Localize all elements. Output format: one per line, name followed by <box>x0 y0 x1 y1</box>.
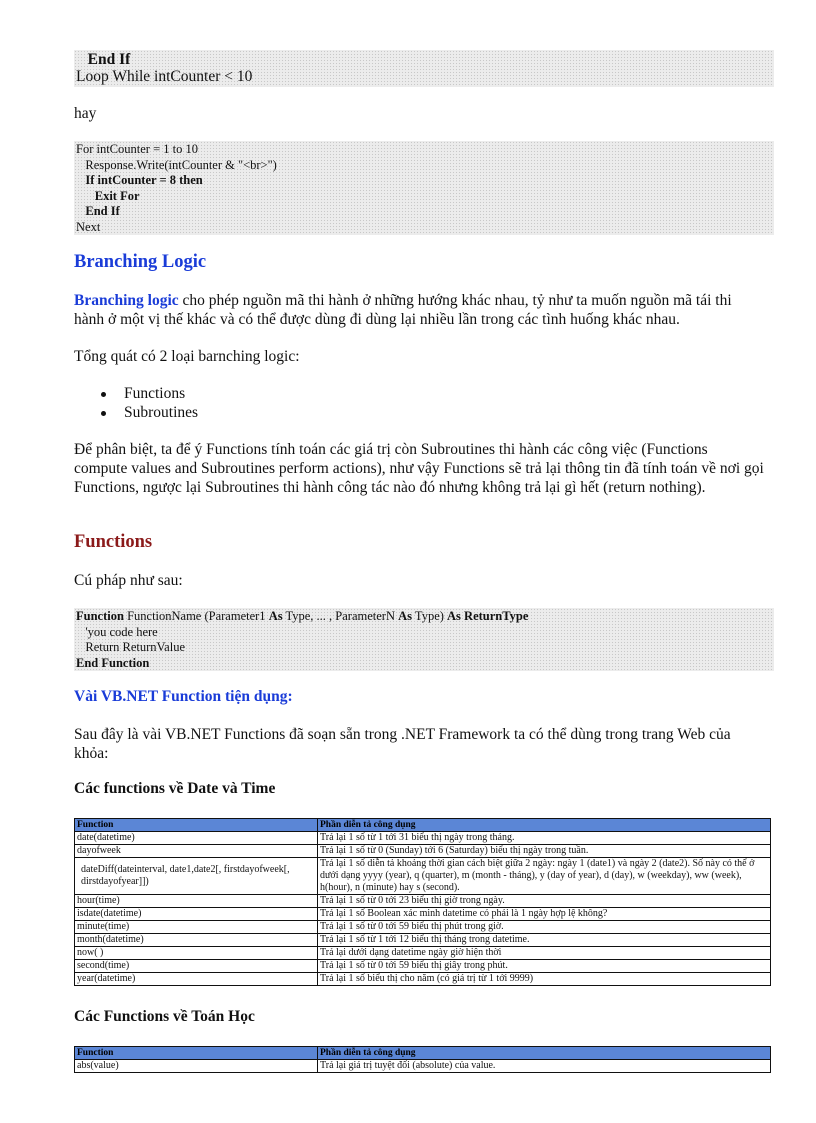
description-cell: Trả lại 1 số diễn tả khoảng thời gian cách biệt giữa 2 ngày: ngày 1 (date1) và ngày 2 (date2). Số này có thể ở dưới dạng yyyy (year), q (quarter), m (month - tháng), y (day of year), d (day), w (weekday), ww (week), h(hour), n (minute) hay s (second). <box>318 858 771 895</box>
table-row <box>75 845 771 858</box>
datetime-heading: Các functions về Date và Time <box>74 780 276 797</box>
table-row <box>75 947 771 960</box>
datetime-functions-table <box>74 818 771 986</box>
column-header-description: Phần diễn tả công dụng <box>318 1047 771 1060</box>
code-line: For intCounter = 1 to 10 <box>76 142 198 156</box>
math-heading: Các Functions về Toán Học <box>74 1008 255 1025</box>
code-line: Next <box>76 219 101 234</box>
function-cell: minute(time) <box>75 921 318 934</box>
description-cell: Trả lại 1 số từ 1 tới 31 biểu thị ngày trong tháng. <box>318 832 771 845</box>
description-cell: Trả lại 1 số biểu thị cho năm (có giá trị từ 1 tới 9999) <box>318 973 771 986</box>
function-cell: year(datetime) <box>75 973 318 986</box>
functions-vs-subroutines-paragraph: Để phân biệt, ta để ý Functions tính toán các giá trị còn Subroutines thi hành các công việc (Functions compute values and Subroutines perform actions), như vậy Functions sẽ trả lại thông tin đã tính toán về nơi gọi Functions, ngược lại Subroutines thi hành công tác nào đó nhưng không trả lại gì hết (return nothing). <box>74 441 764 496</box>
description-cell: Trả lại 1 số từ 0 tới 23 biểu thị giờ trong ngày. <box>318 895 771 908</box>
code-line: Return ReturnValue <box>76 640 186 654</box>
code-line: Exit For <box>76 188 140 203</box>
function-cell: now( ) <box>75 947 318 960</box>
description-cell: Trả lại 1 số từ 1 tới 12 biểu thị tháng trong datetime. <box>318 934 771 947</box>
syntax-intro: Cú pháp như sau: <box>74 572 183 589</box>
branching-paragraph-text: cho phép nguồn mã thi hành ở những hướng khác nhau, tỷ như ta muốn nguồn mã tái thi hành ở một vị thế khác và có thể được dùng đi dùng lại nhiều lần trong các tình huống khác nhau. <box>74 292 732 328</box>
branching-heading: Branching Logic <box>74 252 207 272</box>
table-header-row <box>75 1047 771 1060</box>
table-row <box>75 908 771 921</box>
code-line: Function FunctionName (Parameter1 As Type, ... , ParameterN As Type) As ReturnType <box>76 609 529 623</box>
branching-types-intro: Tổng quát có 2 loại barnching logic: <box>74 348 300 365</box>
hay-text: hay <box>74 105 97 122</box>
function-cell: month(datetime) <box>75 934 318 947</box>
functions-heading: Functions <box>74 532 153 552</box>
table-row <box>75 934 771 947</box>
code-line: Response.Write(intCounter & "<br>") <box>76 157 277 172</box>
list-item: Functions <box>74 384 198 403</box>
code-line: End If <box>76 204 120 218</box>
code-block-function-syntax <box>74 608 774 671</box>
table-row <box>75 960 771 973</box>
column-header-function: Function <box>75 1047 318 1060</box>
branching-term: Branching logic <box>74 292 179 309</box>
function-cell: date(datetime) <box>75 832 318 845</box>
code-block-loop <box>74 50 774 87</box>
function-cell: dayofweek <box>75 845 318 858</box>
table-row <box>75 895 771 908</box>
function-cell: hour(time) <box>75 895 318 908</box>
description-cell: Trả lại 1 số từ 0 (Sunday) tới 6 (Saturday) biểu thị ngày trong tuần. <box>318 845 771 858</box>
function-cell: second(time) <box>75 960 318 973</box>
table-row <box>75 858 771 895</box>
function-cell: dateDiff(dateinterval, date1,date2[, firstdayofweek[, dirstdayofyear]]) <box>75 858 318 895</box>
code-line: End Function <box>76 655 150 670</box>
table-row <box>75 832 771 845</box>
description-cell: Trả lại 1 số từ 0 tới 59 biểu thị phút trong giờ. <box>318 921 771 934</box>
function-cell: abs(value) <box>75 1060 318 1073</box>
code-line: If intCounter = 8 then <box>76 173 203 187</box>
description-cell: Trả lại dưới dạng datetime ngày giờ hiện thời <box>318 947 771 960</box>
branching-types-list <box>74 384 198 422</box>
code-block-for <box>74 141 774 235</box>
table-header-row <box>75 819 771 832</box>
vbnet-functions-paragraph: Sau đây là vài VB.NET Functions đã soạn sẵn trong .NET Framework ta có thể dùng trong trang Web của khỏa: <box>74 726 731 762</box>
table-row <box>75 973 771 986</box>
code-line: 'you code here <box>76 624 158 639</box>
code-line: Loop While intCounter < 10 <box>76 68 253 85</box>
description-cell: Trả lại 1 số từ 0 tới 59 biểu thị giây trong phút. <box>318 960 771 973</box>
branching-paragraph <box>74 291 754 329</box>
table-row <box>75 921 771 934</box>
code-line: End If <box>76 51 131 68</box>
table-row <box>75 1060 771 1073</box>
math-functions-table <box>74 1046 771 1073</box>
list-item: Subroutines <box>74 403 198 422</box>
function-cell: isdate(datetime) <box>75 908 318 921</box>
description-cell: Trả lại 1 số Boolean xác minh datetime có phải là 1 ngày hợp lệ không? <box>318 908 771 921</box>
column-header-description: Phần diễn tả công dụng <box>318 819 771 832</box>
column-header-function: Function <box>75 819 318 832</box>
vbnet-functions-subheading: Vài VB.NET Function tiện dụng: <box>74 688 293 705</box>
description-cell: Trả lại giá trị tuyệt đối (absolute) của value. <box>318 1060 771 1073</box>
